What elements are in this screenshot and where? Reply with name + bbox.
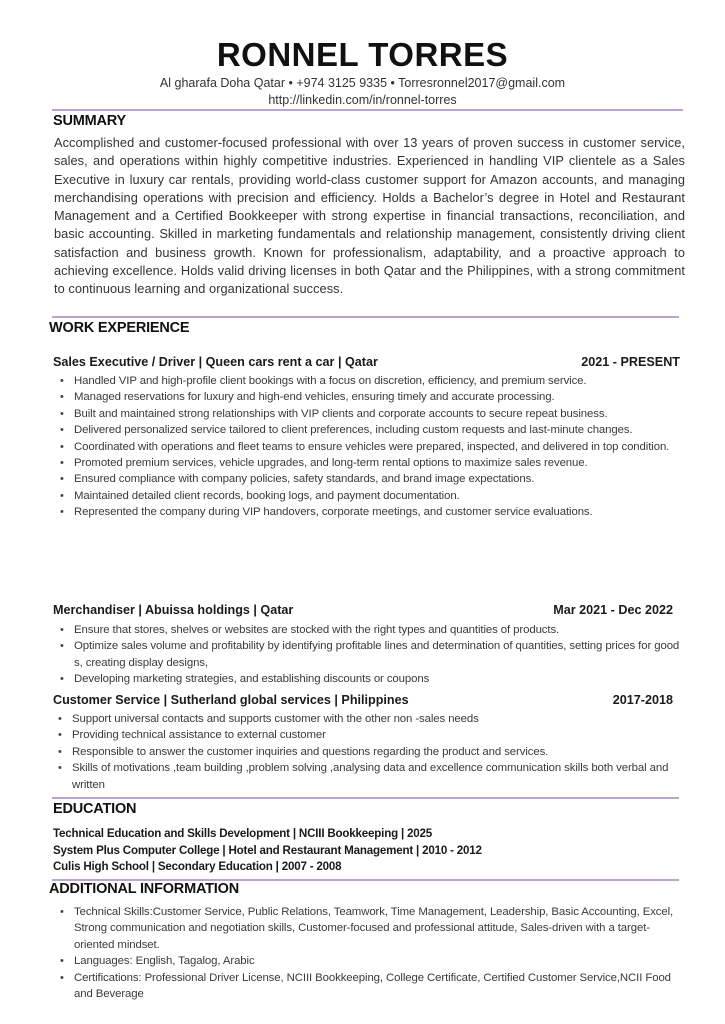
- list-item: • Managed reservations for luxury and high-end vehicles, ensuring timely and accurate processing.: [54, 389, 674, 405]
- list-item: • Responsible to answer the customer inquiries and questions regarding the product and services.: [52, 744, 682, 760]
- list-item: • Optimize sales volume and profitability by identifying profitable lines and determination of quantities, setting prices for good s, creating display designs,: [54, 638, 684, 671]
- education-entry: System Plus Computer College | Hotel and Restaurant Management | 2010 - 2012: [53, 844, 482, 857]
- candidate-name: RONNEL TORRES: [216, 36, 509, 73]
- contact-line: Al gharafa Doha Qatar • +974 3125 9335 • Torresronnel2017@gmail.com: [159, 76, 566, 90]
- job-dates: 2021 - PRESENT: [581, 355, 680, 369]
- list-item: • Providing technical assistance to external customer: [52, 727, 682, 743]
- job-header: [53, 692, 673, 708]
- divider: [52, 109, 683, 111]
- additional-bullets: [54, 904, 674, 1002]
- summary-text: Accomplished and customer-focused professional with over 13 years of proven success in customer service, sales, and operations within highly competitive industries. Experienced in handling VIP clientele as a Sales Executive in luxury car rentals, providing world-class customer support for Amazon accounts, and managing merchandising operations with precision and efficiency. Holds a Bachelor’s degree in Hotel and Restaurant Management and a Certified Bookkeeper with strong expertise in financial transactions, reconciliation, and basic accounting. Skilled in marketing fundamentals and relationship management, consistently driving client satisfaction and business growth. Known for professionalism, adaptability, and a proactive approach to achieving excellence. Holds valid driving licenses in both Qatar and the Philippines, with a strong commitment to continuous learning and organizational success.: [54, 135, 685, 297]
- list-item: • Skills of motivations ,team building ,problem solving ,analysing data and excellence communication skills both verbal and written: [52, 760, 682, 793]
- linkedin-link[interactable]: http://linkedin.com/in/ronnel-torres: [268, 93, 457, 107]
- list-item: • Represented the company during VIP handovers, corporate meetings, and customer service evaluations.: [54, 504, 674, 520]
- list-item: • Delivered personalized service tailored to client preferences, including custom requests and last-minute changes.: [54, 422, 674, 438]
- job-title: Sales Executive / Driver | Queen cars rent a car | Qatar: [53, 355, 378, 369]
- job-title: Merchandiser | Abuissa holdings | Qatar: [53, 603, 294, 617]
- section-title-work-experience: WORK EXPERIENCE: [49, 320, 190, 336]
- list-item: • Coordinated with operations and fleet teams to ensure vehicles were prepared, inspected, and delivered in top condition.: [54, 439, 674, 455]
- section-title-education: EDUCATION: [53, 801, 137, 817]
- list-item: • Maintained detailed client records, booking logs, and payment documentation.: [54, 488, 674, 504]
- list-item: • Ensure that stores, shelves or websites are stocked with the right types and quantities of products.: [54, 622, 684, 638]
- section-title-additional-information: ADDITIONAL INFORMATION: [49, 881, 239, 897]
- list-item: • Technical Skills:Customer Service, Public Relations, Teamwork, Time Management, Leadership, Basic Accounting, Excel, Strong communication and negotiation skills, Customer-focused and professional attitude, Sales-driven with a target-oriented mindset.: [54, 904, 674, 953]
- list-item: • Developing marketing strategies, and establishing discounts or coupons: [54, 671, 684, 687]
- list-item: • Handled VIP and high-profile client bookings with a focus on discretion, efficiency, and premium service.: [54, 373, 674, 389]
- list-item: • Promoted premium services, vehicle upgrades, and long-term rental options to maximize sales revenue.: [54, 455, 674, 471]
- education-entry: Culis High School | Secondary Education | 2007 - 2008: [53, 860, 342, 873]
- job-dates: Mar 2021 - Dec 2022: [553, 603, 673, 617]
- job-header: [53, 602, 673, 618]
- job-bullets: [54, 373, 674, 521]
- job-header: [53, 354, 680, 370]
- list-item: • Support universal contacts and supports customer with the other non -sales needs: [52, 711, 682, 727]
- job-bullets: [54, 622, 684, 688]
- divider: [52, 797, 679, 799]
- job-title: Customer Service | Sutherland global services | Philippines: [53, 693, 409, 707]
- section-title-summary: SUMMARY: [53, 113, 126, 129]
- list-item: • Languages: English, Tagalog, Arabic: [54, 953, 674, 969]
- job-dates: 2017-2018: [612, 693, 673, 707]
- list-item: • Ensured compliance with company policies, safety standards, and brand image expectations.: [54, 471, 674, 487]
- list-item: • Certifications: Professional Driver License, NCIII Bookkeeping, College Certificate, Certified Customer Service,NCII Food and Beverage: [54, 970, 674, 1003]
- job-bullets: [52, 711, 682, 793]
- list-item: • Built and maintained strong relationships with VIP clients and corporate accounts to secure repeat business.: [54, 406, 674, 422]
- education-entry: Technical Education and Skills Development | NCIII Bookkeeping | 2025: [53, 827, 433, 840]
- divider: [52, 316, 679, 318]
